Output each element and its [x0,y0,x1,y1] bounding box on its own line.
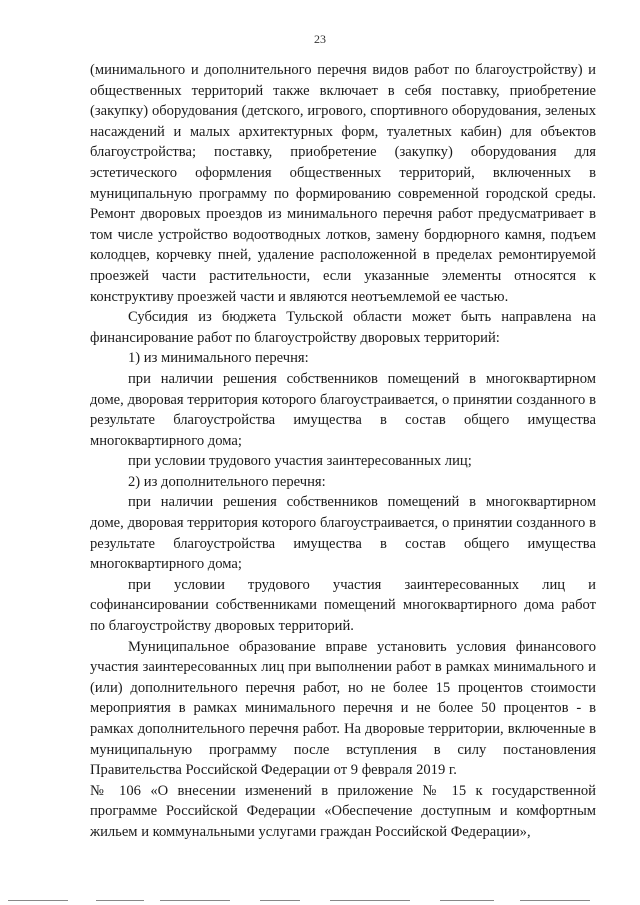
document-body [90,60,596,843]
paragraph-7: при наличии решения собственников помещений в многоквартирном доме, дворовая территория которого благоустраивается, о принятии созданного в результате благоустройства имущества в состав общего имущества многоквартирного дома; [90,494,596,573]
paragraph-8: при условии трудового участия заинтересованных лиц и софинансировании собственниками помещений многоквартирного дома работ по благоустройству дворовых территорий. [90,576,596,635]
list-item-minimal: 1) из минимального перечня: [128,350,309,367]
paragraph-4: при наличии решения собственников помещений в многоквартирном доме, дворовая территория которого благоустраивается, о принятии созданного в результате благоустройства имущества в состав общего имущества многоквартирного дома; [90,370,596,449]
paragraph-10: № 106 «О внесении изменений в приложение № 15 к государственной программе Российской Федерации «Обеспечение доступным и комфортным жильем и коммунальными услугами граждан Российской Федерации», [90,782,596,840]
scan-artifact-strip [0,883,640,905]
paragraph-2: Субсидия из бюджета Тульской области может быть направлена на финансирование работ по благоустройству дворовых территорий: [90,309,596,346]
paragraph-9: Муниципальное образование вправе установить условия финансового участия заинтересованных лиц при выполнении работ в рамках минимального и (или) дополнительного перечня работ, но не более 15 процентов стоимости мероприятия в рамках минимального перечня и не более 50 процентов - в рамках дополнительного перечня работ. На дворовые территории, включенные в муниципальную программу после вступления в силу постановления Правительства Российской Федерации от 9 февраля 2019 г. [90,638,596,779]
paragraph-1: (минимального и дополнительного перечня видов работ по благоустройству) и общественных территорий также включает в себя поставку, приобретение (закупку) оборудования (детского, игрового, спортивного оборудования, зеленых насаждений и малых архитектурных форм, туалетных кабин) для объектов благоустройства; поставку, приобретение (закупку) оборудования для эстетического оформления общественных территорий, включенных в муниципальную программу по формированию современной городской среды. Ремонт дворовых проездов из минимального перечня работ предусматривает в том числе устройство водоотводных лотков, замену бордюрного камня, подъем колодцев, корчевку пней, удаление расположенной в пределах ремонтируемой проезжей части растительности, если указанные элементы относятся к конструктиву проезжей части и являются неотъемлемой ее частью. [90,62,596,305]
list-item-additional: 2) из дополнительного перечня: [128,473,326,490]
paragraph-5: при условии трудового участия заинтересованных лиц; [128,453,472,470]
page-number: 23 [314,32,326,46]
